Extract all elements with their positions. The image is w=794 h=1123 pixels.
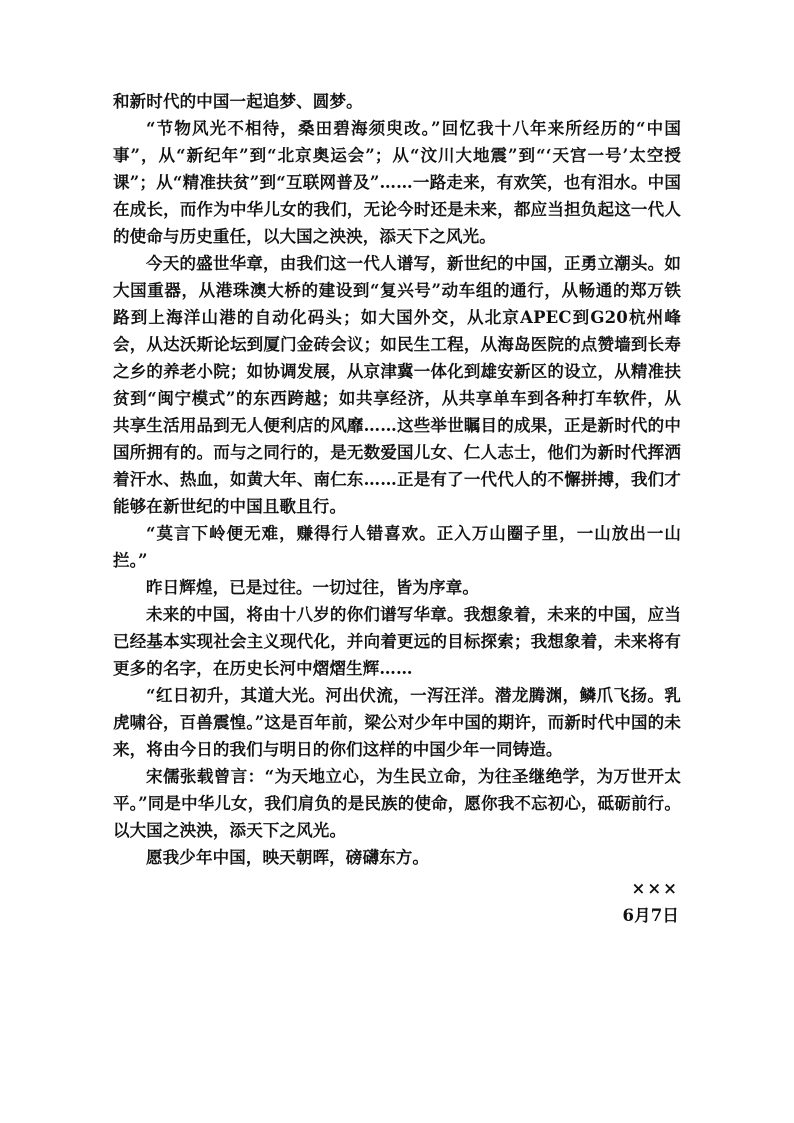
signature-date: 6月7日 xyxy=(622,906,679,925)
paragraph-future-china: 未来的中国，将由十八岁的你们谱写华章。我想象着，未来的中国，应当已经基本实现社会主义现代化，并向着更远的目标探索；我想象着，未来将有更多的名字，在历史长河中熠熠生辉…… xyxy=(113,605,681,678)
paragraph-young-china-quote: “红日初升，其道大光。河出伏流，一泻汪洋。潜龙腾渊，鳞爪飞扬。乳虎啸谷，百兽震惶。”这是百年前，梁公对少年中国的期许，而新时代中国的未来，将由今日的我们与明日的你们这样的中国少年一同铸造。 xyxy=(113,686,681,759)
paragraph-zhang-zai-quote: 宋儒张载曾言：“为天地立心，为生民立命，为往圣继绝学，为万世开太平。”同是中华儿女，我们肩负的是民族的使命，愿你我不忘初心，砥砺前行。以大国之泱泱，添天下之风光。 xyxy=(113,767,681,840)
document-page xyxy=(113,88,681,929)
paragraph-poem-quote: “莫言下岭便无难，赚得行人错喜欢。正入万山圈子里，一山放出一山拦。” xyxy=(113,524,681,570)
paragraph-past-glory: 昨日辉煌，已是过往。一切过往，皆为序章。 xyxy=(146,578,479,597)
paragraph-continuation: 和新时代的中国一起追梦、圆梦。 xyxy=(113,92,363,111)
paragraph-quote-memories: “节物风光不相待，桑田碧海须臾改。”回忆我十八年来所经历的“中国事”，从“新纪年”到“北京奥运会”；从“汶川大地震”到“‘天宫一号’太空授课”；从“精准扶贫”到“互联网普及”……一路走来，有欢笑，也有泪水。中国在成长，而作为中华儿女的我们，无论今时还是未来，都应当担负起这一代人的使命与历史重任，以大国之泱泱，添天下之风光。 xyxy=(113,119,681,246)
paragraph-achievements: 今天的盛世华章，由我们这一代人谱写，新世纪的中国，正勇立潮头。如大国重器，从港珠澳大桥的建设到“复兴号”动车组的通行，从畅通的郑万铁路到上海洋山港的自动化码头；如大国外交，从北京APEC到G20杭州峰会，从达沃斯论坛到厦门金砖会议；如民生工程，从海岛医院的点赞墙到长寿之乡的养老小院；如协调发展，从京津冀一体化到雄安新区的设立，从精准扶贫到“闽宁模式”的东西跨越；如共享经济，从共享单车到各种打车软件，从共享生活用品到无人便利店的风靡……这些举世瞩目的成果，正是新时代的中国所拥有的。而与之同行的，是无数爱国儿女、仁人志士，他们为新时代挥洒着汗水、热血，如黄大年、南仁东……正是有了一代代人的不懈拼搏，我们才能够在新世纪的中国且歌且行。 xyxy=(113,254,681,516)
paragraph-closing-wish: 愿我少年中国，映天朝晖，磅礴东方。 xyxy=(146,848,430,867)
signature-name: ××× xyxy=(631,879,679,898)
